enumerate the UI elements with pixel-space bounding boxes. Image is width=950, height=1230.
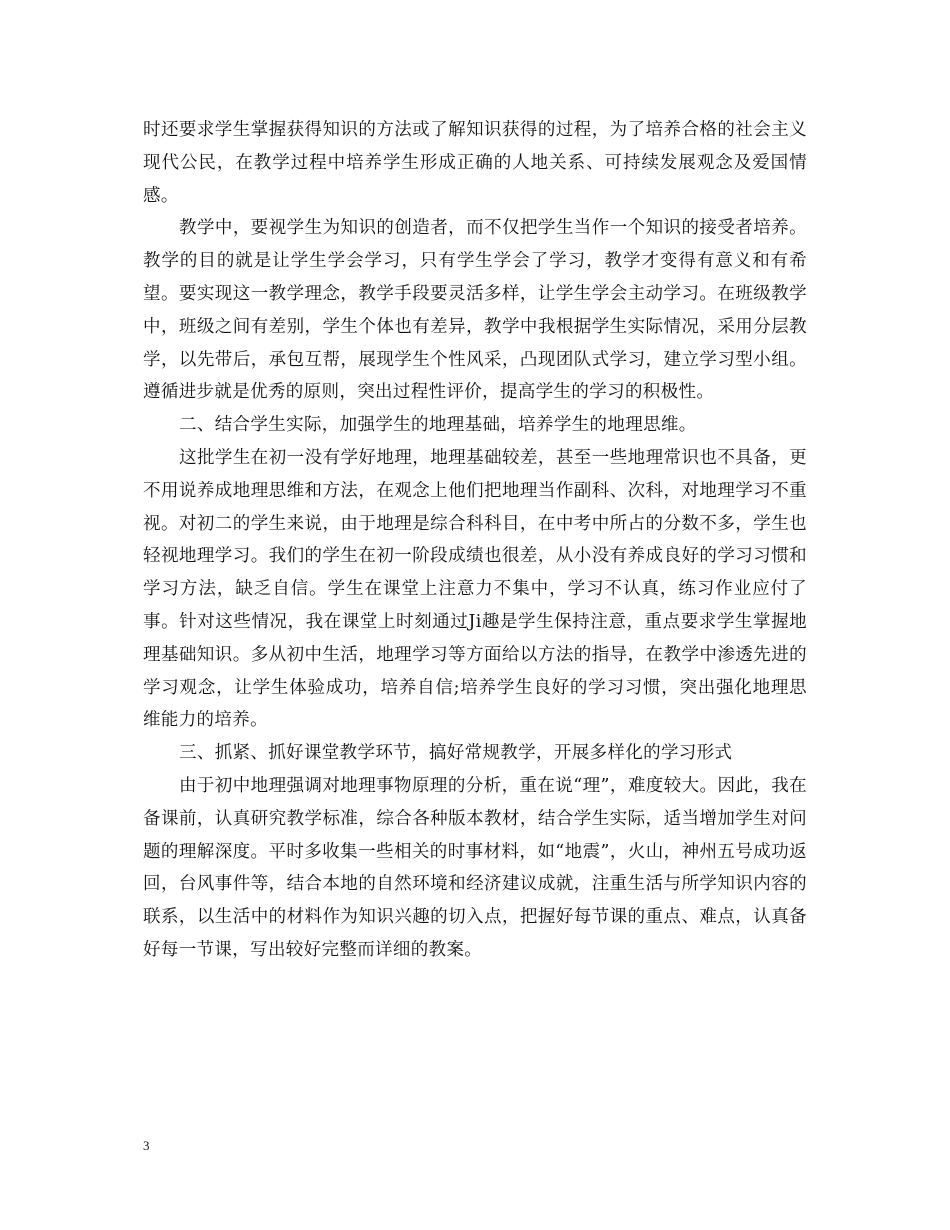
- section-heading-2: 二、结合学生实际，加强学生的地理基础，培养学生的地理思维。: [179, 415, 697, 436]
- paragraph-lesson-preparation: 由于初中地理强调对地理事物原理的分析，重在说“理”，难度较大。因此，我在备课前，认真研究教学标准，综合各种版本教材，结合学生实际，适当增加学生对问题的理解深度。平时多收集一些相关的时事材料，如“地震”，火山，神州五号成功返回，台风事件等，结合本地的自然环境和经济建议成就，注重生活与所学知识内容的联系，以生活中的材料作为知识兴趣的切入点，把握好每节课的重点、难点，认真备好每一节课，写出较好完整而详细的教案。: [143, 775, 807, 960]
- paragraph-student-situation: 这批学生在初一没有学好地理，地理基础较差，甚至一些地理常识也不具备，更不用说养成地理思维和方法，在观念上他们把地理当作副科、次科，对地理学习不重视。对初二的学生来说，由于地理是综合科科目，在中考中所占的分数不多，学生也轻视地理学习。我们的学生在初一阶段成绩也很差，从小没有养成良好的学习习惯和学习方法，缺乏自信。学生在课堂上注意力不集中，学习不认真，练习作业应付了事。针对这些情况，我在课堂上时刻通过Ji趣是学生保持注意，重点要求学生掌握地理基础知识。多从初中生活，地理学习等方面给以方法的指导，在教学中渗透先进的学习观念，让学生体验成功，培养自信;培养学生良好的学习习惯，突出强化地理思维能力的培养。: [143, 447, 807, 731]
- page-number: 3: [143, 1138, 150, 1153]
- paragraph-continuation: 时还要求学生掌握获得知识的方法或了解知识获得的过程，为了培养合格的社会主义现代公民，在教学过程中培养学生形成正确的人地关系、可持续发展观念及爱国情感。: [143, 120, 807, 206]
- section-heading-3: 三、抓紧、抓好课堂教学环节，搞好常规教学，开展多样化的学习形式: [179, 743, 733, 764]
- page-body: [143, 114, 807, 967]
- paragraph-teaching-philosophy: 教学中，要视学生为知识的创造者，而不仅把学生当作一个知识的接受者培养。教学的目的就是让学生学会学习，只有学生学会了学习，教学才变得有意义和有希望。要实现这一教学理念，教学手段要灵活多样，让学生学会主动学习。在班级教学中，班级之间有差别，学生个体也有差异，教学中我根据学生实际情况，采用分层教学，以先带后，承包互帮，展现学生个性风采，凸现团队式学习，建立学习型小组。遵循进步就是优秀的原则，突出过程性评价，提高学生的学习的积极性。: [143, 218, 807, 403]
